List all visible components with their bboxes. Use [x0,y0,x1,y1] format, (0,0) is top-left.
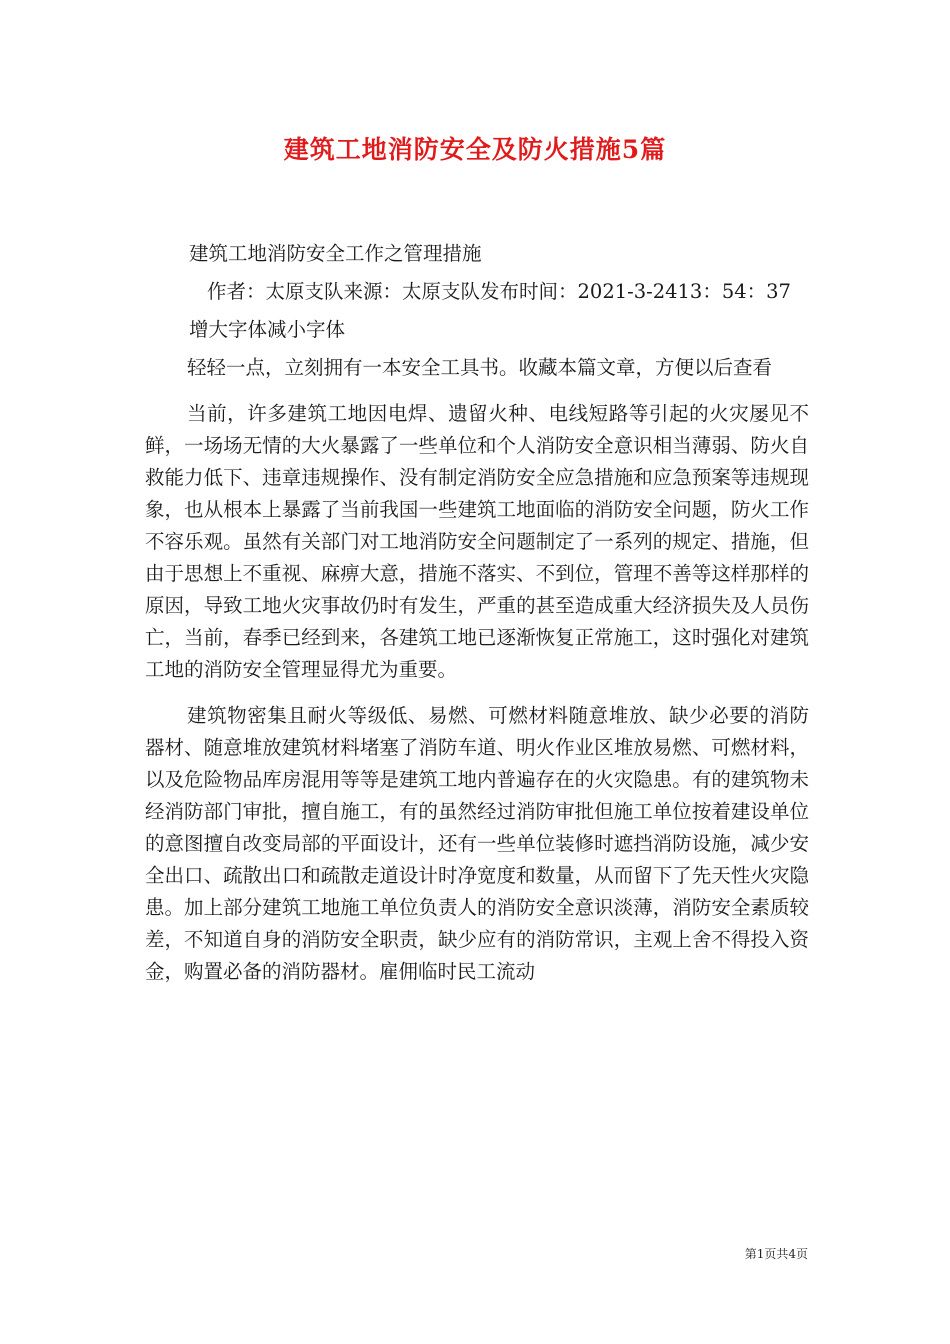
paragraph-1: 当前，许多建筑工地因电焊、遗留火种、电线短路等引起的火灾屡见不鲜，一场场无情的大火暴露了一些单位和个人消防安全意识相当薄弱、防火自救能力低下、违章违规操作、没有制定消防安全应急措施和应急预案等违规现象，也从根本上暴露了当前我国一些建筑工地面临的消防安全问题，防火工作不容乐观。虽然有关部门对工地消防安全问题制定了一系列的规定、措施，但由于思想上不重视、麻痹大意，措施不落实、不到位，管理不善等这样那样的原因，导致工地火灾事故仍时有发生，严重的甚至造成重大经济损失及人员伤亡，当前，春季已经到来，各建筑工地已逐渐恢复正常施工，这时强化对建筑工地的消防安全管理显得尤为重要。 [145,402,809,681]
article-meta: 作者：太原支队来源：太原支队发布时间：2021-3-2413：54：37 [207,280,791,303]
document-body [145,238,809,1002]
article-subtitle: 建筑工地消防安全工作之管理措施 [189,242,482,265]
bookmark-note: 轻轻一点，立刻拥有一本安全工具书。收藏本篇文章，方便以后查看 [187,356,773,379]
document-title: 建筑工地消防安全及防火措施5篇 [283,135,667,164]
font-size-controls[interactable]: 增大字体减小字体 [189,318,346,341]
page-indicator: 第1页共4页 [744,1247,808,1261]
paragraph-2: 建筑物密集且耐火等级低、易燃、可燃材料随意堆放、缺少必要的消防器材、随意堆放建筑材料堵塞了消防车道、明火作业区堆放易燃、可燃材料，以及危险物品库房混用等等是建筑工地内普遍存在的火灾隐患。有的建筑物未经消防部门审批，擅自施工，有的虽然经过消防审批但施工单位按着建设单位的意图擅自改变局部的平面设计，还有一些单位装修时遮挡消防设施，减少安全出口、疏散出口和疏散走道设计时净宽度和数量，从而留下了先天性火灾隐患。加上部分建筑工地施工单位负责人的消防安全意识淡薄，消防安全素质较差，不知道自身的消防安全职责，缺少应有的消防常识，主观上舍不得投入资金，购置必备的消防器材。雇佣临时民工流动 [145,704,809,983]
